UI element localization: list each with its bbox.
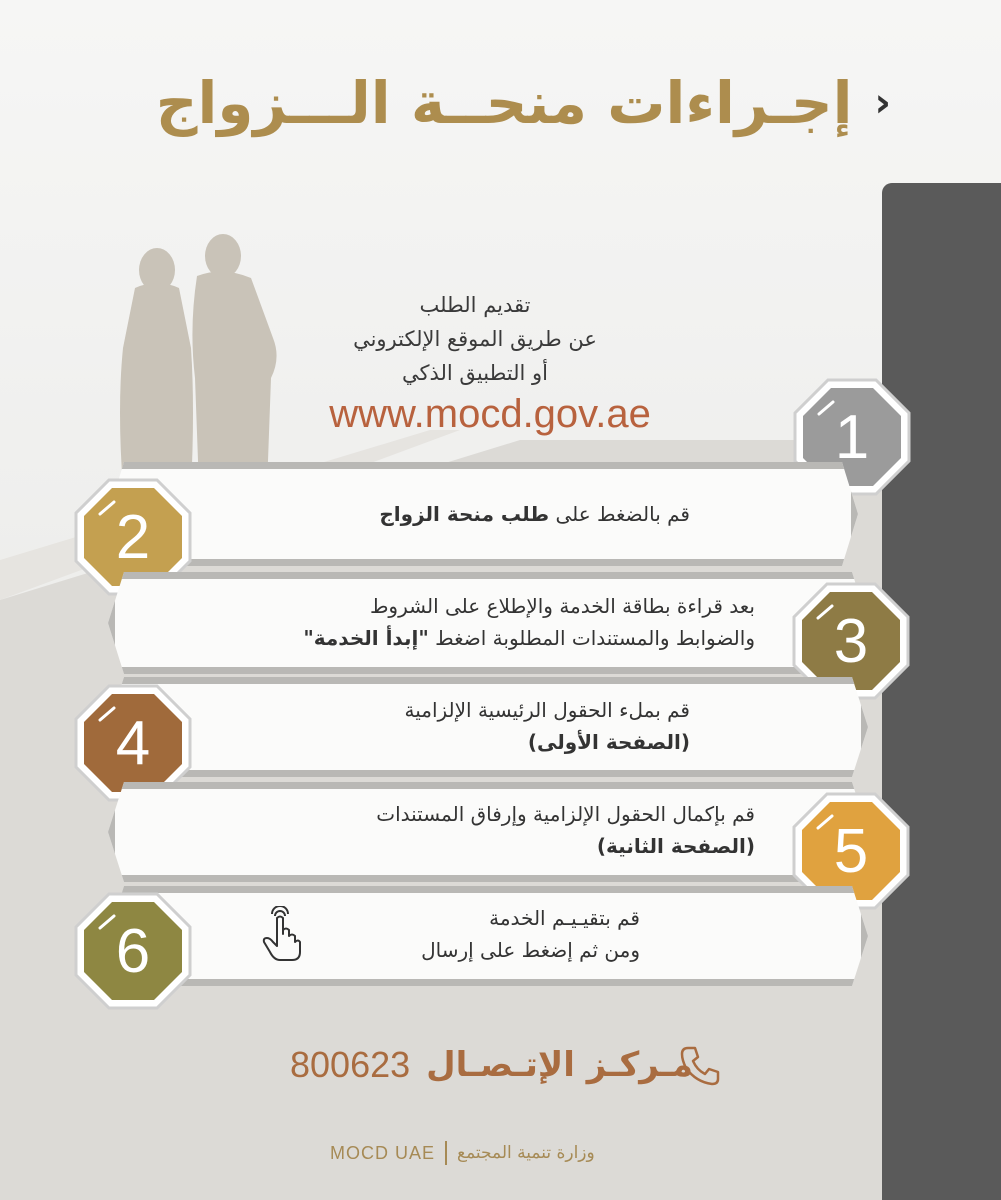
step-4-number: 4 <box>115 708 151 778</box>
step-2-text-regular: قم بالضغط على <box>549 502 690 526</box>
page-title: إجـراءات منحــة الـــزواج <box>155 68 853 137</box>
intro-block <box>300 288 650 390</box>
footer-ministry-en: MOCD UAE <box>330 1142 436 1163</box>
intro-line: عن طريق الموقع الإلكتروني <box>353 327 597 351</box>
step-2-number: 2 <box>115 502 151 572</box>
website-link[interactable]: www.mocd.gov.ae <box>329 392 651 436</box>
phone-icon <box>678 1044 722 1088</box>
step-5-line-2: (الصفحة الثانية) <box>596 834 755 858</box>
hand-tap-icon <box>258 906 302 962</box>
intro-line: أو التطبيق الذكي <box>401 361 549 385</box>
step-2-text-bold: طلب منحة الزواج <box>379 502 550 526</box>
step-5-number: 5 <box>833 816 869 886</box>
step-3-line-1: بعد قراءة بطاقة الخدمة والإطلاع على الشروط <box>369 594 755 618</box>
step-3-number: 3 <box>833 606 869 676</box>
footer <box>330 1138 595 1168</box>
step-6-line-2: ومن ثم إضغط على إرسال <box>421 938 640 962</box>
step-3-line-2-regular: والضوابط والمستندات المطلوبة اضغط <box>428 626 755 650</box>
chevron-left-icon: ‹ <box>874 79 891 126</box>
step-6-number: 6 <box>115 916 151 986</box>
title-row <box>156 55 891 150</box>
step-1-number: 1 <box>834 402 870 472</box>
contact-label: مـركـز الإتـصـال <box>426 1045 694 1085</box>
contact-row <box>290 1040 693 1090</box>
couple-silhouette <box>105 228 295 488</box>
step-6-line-1: قم بتقيـيـم الخدمة <box>489 906 640 930</box>
footer-ministry-ar: وزارة تنمية المجتمع <box>457 1143 595 1163</box>
step-4-text <box>200 694 690 758</box>
step-6-text <box>320 902 640 966</box>
step-4-line-2: (الصفحة الأولى) <box>527 730 690 754</box>
step-5-text <box>200 798 755 862</box>
step-5-line-1: قم بإكمال الحقول الإلزامية وإرفاق المستندات <box>376 802 755 826</box>
step-2-text <box>200 498 690 530</box>
step-3-line-2 <box>200 622 755 654</box>
step-3-text <box>200 590 755 654</box>
step-4-line-1: قم بملء الحقول الرئيسية الإلزامية <box>404 698 690 722</box>
contact-number[interactable]: 800623 <box>290 1044 411 1085</box>
step-3-line-2-bold: "إبدأ الخدمة" <box>303 626 429 650</box>
intro-line: تقديم الطلب <box>419 293 531 317</box>
footer-divider <box>445 1141 447 1165</box>
